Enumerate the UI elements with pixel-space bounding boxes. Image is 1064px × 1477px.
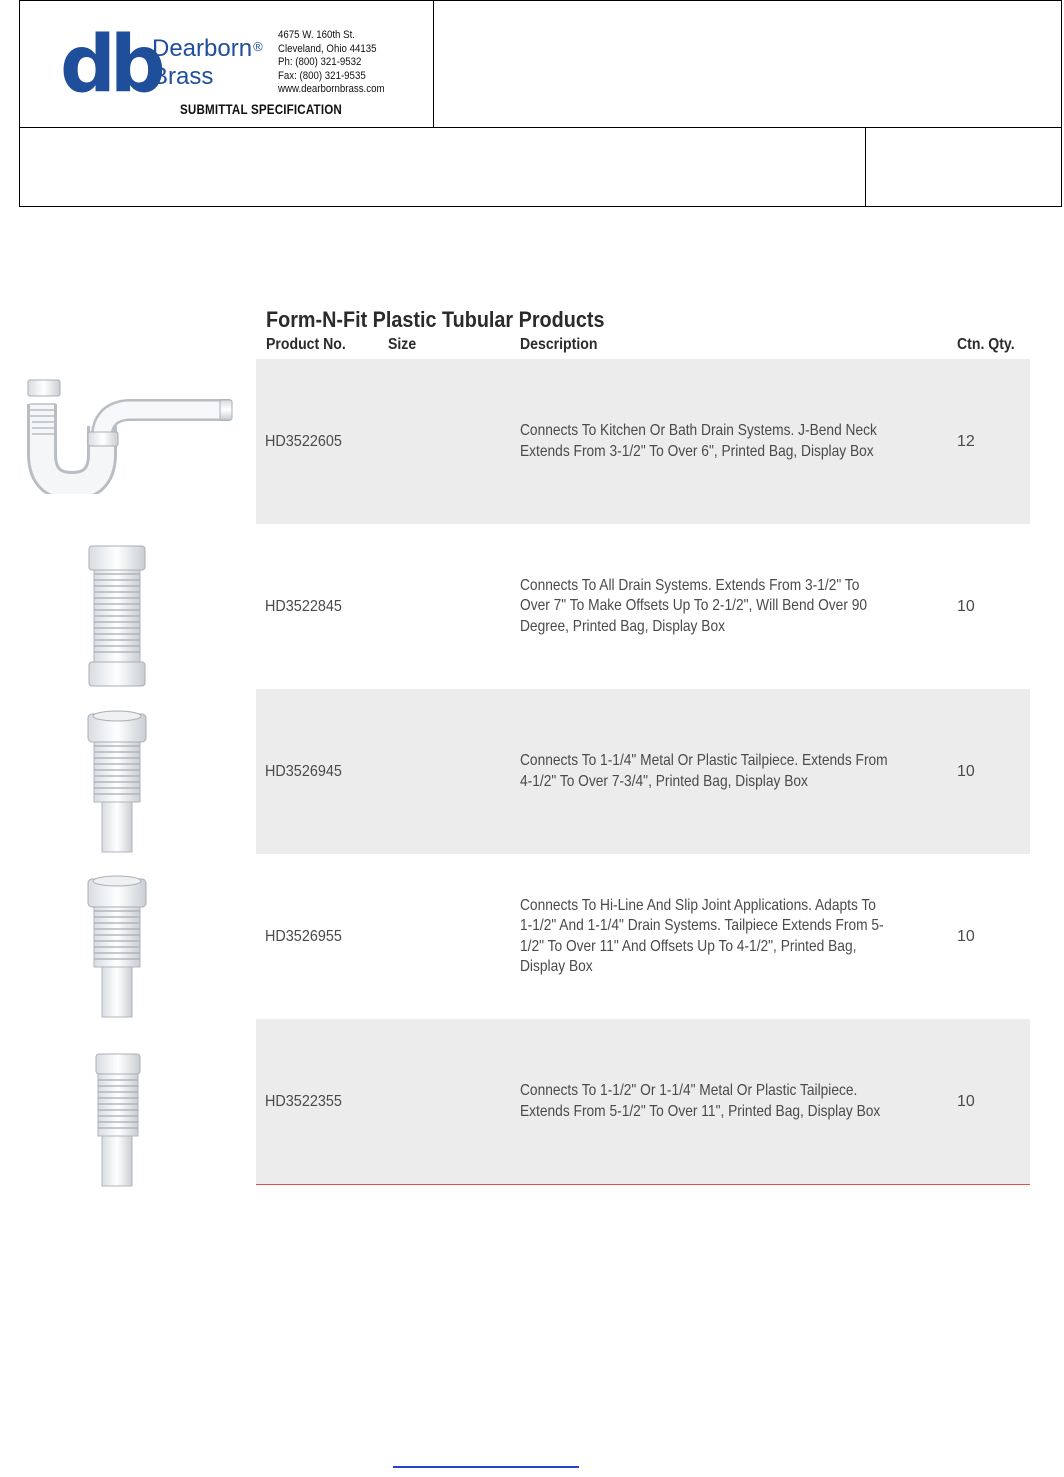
document-type-label: SUBMITTAL SPECIFICATION bbox=[180, 102, 342, 117]
address-phone: Ph: (800) 321-9532 bbox=[278, 56, 362, 68]
column-header-ctn-qty: Ctn. Qty. bbox=[957, 336, 1015, 353]
company-name-line2: Brass bbox=[152, 63, 214, 90]
company-address bbox=[278, 29, 399, 97]
flexible-extension-tube-icon bbox=[82, 873, 152, 1019]
carton-quantity: 10 bbox=[957, 1092, 975, 1110]
flexible-tailpiece-icon bbox=[92, 1052, 146, 1188]
carton-quantity: 10 bbox=[957, 762, 975, 780]
section-title: Form-N-Fit Plastic Tubular Products bbox=[266, 307, 605, 332]
header-cell-divider bbox=[865, 127, 866, 207]
company-name-line1: Dearborn bbox=[152, 35, 253, 62]
p-trap-icon bbox=[24, 374, 234, 494]
address-website: www.dearbornbrass.com bbox=[278, 83, 385, 95]
product-description: Connects To All Drain Systems. Extends From 3-1/2" To Over 7" To Make Offsets Up To 2-1/2", Will Bend Over 90 Degree, Printed Bag, Display Box bbox=[520, 576, 868, 635]
product-description: Connects To 1-1/4" Metal Or Plastic Tailpiece. Extends From 4-1/2" To Over 7-3/4", Printed Bag, Display Box bbox=[520, 752, 888, 790]
carton-quantity: 10 bbox=[957, 597, 975, 615]
address-street: 4675 W. 160th St. bbox=[278, 29, 355, 41]
table-row bbox=[256, 854, 1030, 1019]
address-city: Cleveland, Ohio 44135 bbox=[278, 42, 377, 55]
product-number: HD3522845 bbox=[265, 597, 342, 615]
table-row bbox=[256, 524, 1030, 689]
flexible-extension-tube-icon bbox=[82, 708, 152, 854]
table-row bbox=[256, 689, 1030, 854]
logo-cell bbox=[20, 1, 434, 127]
column-header-description: Description bbox=[520, 336, 598, 353]
address-fax: Fax: (800) 321-9535 bbox=[278, 69, 366, 82]
company-name bbox=[152, 35, 263, 91]
table-row bbox=[256, 359, 1030, 524]
registered-mark: ® bbox=[253, 39, 263, 54]
db-logo: db bbox=[60, 20, 160, 110]
product-description: Connects To Hi-Line And Slip Joint Applications. Adapts To 1-1/2" And 1-1/4" Drain Systems. Tailpiece Extends From 5-1/2" To Over 11" And Offsets Up To 4-1/2", Printed Bag, Display Box bbox=[520, 896, 884, 975]
table-row bbox=[256, 1019, 1030, 1184]
flexible-coupling-icon bbox=[86, 544, 148, 688]
product-number: HD3522355 bbox=[265, 1092, 342, 1110]
column-header-product-no: Product No. bbox=[266, 336, 346, 353]
product-description: Connects To 1-1/2" Or 1-1/4" Metal Or Plastic Tailpiece. Extends From 5-1/2" To Over 11", Printed Bag, Display Box bbox=[520, 1082, 881, 1120]
submittal-header bbox=[19, 0, 1062, 207]
product-number: HD3522605 bbox=[265, 432, 342, 450]
product-number: HD3526955 bbox=[265, 927, 342, 945]
carton-quantity: 10 bbox=[957, 927, 975, 945]
table-bottom-rule bbox=[256, 1184, 1030, 1185]
header-divider bbox=[20, 127, 1061, 128]
carton-quantity: 12 bbox=[957, 432, 975, 450]
product-number: HD3526945 bbox=[265, 762, 342, 780]
column-header-size: Size bbox=[388, 336, 417, 353]
footer-link-underline[interactable] bbox=[393, 1466, 579, 1468]
product-description: Connects To Kitchen Or Bath Drain Systems. J-Bend Neck Extends From 3-1/2" To Over 6", Printed Bag, Display Box bbox=[520, 422, 877, 460]
